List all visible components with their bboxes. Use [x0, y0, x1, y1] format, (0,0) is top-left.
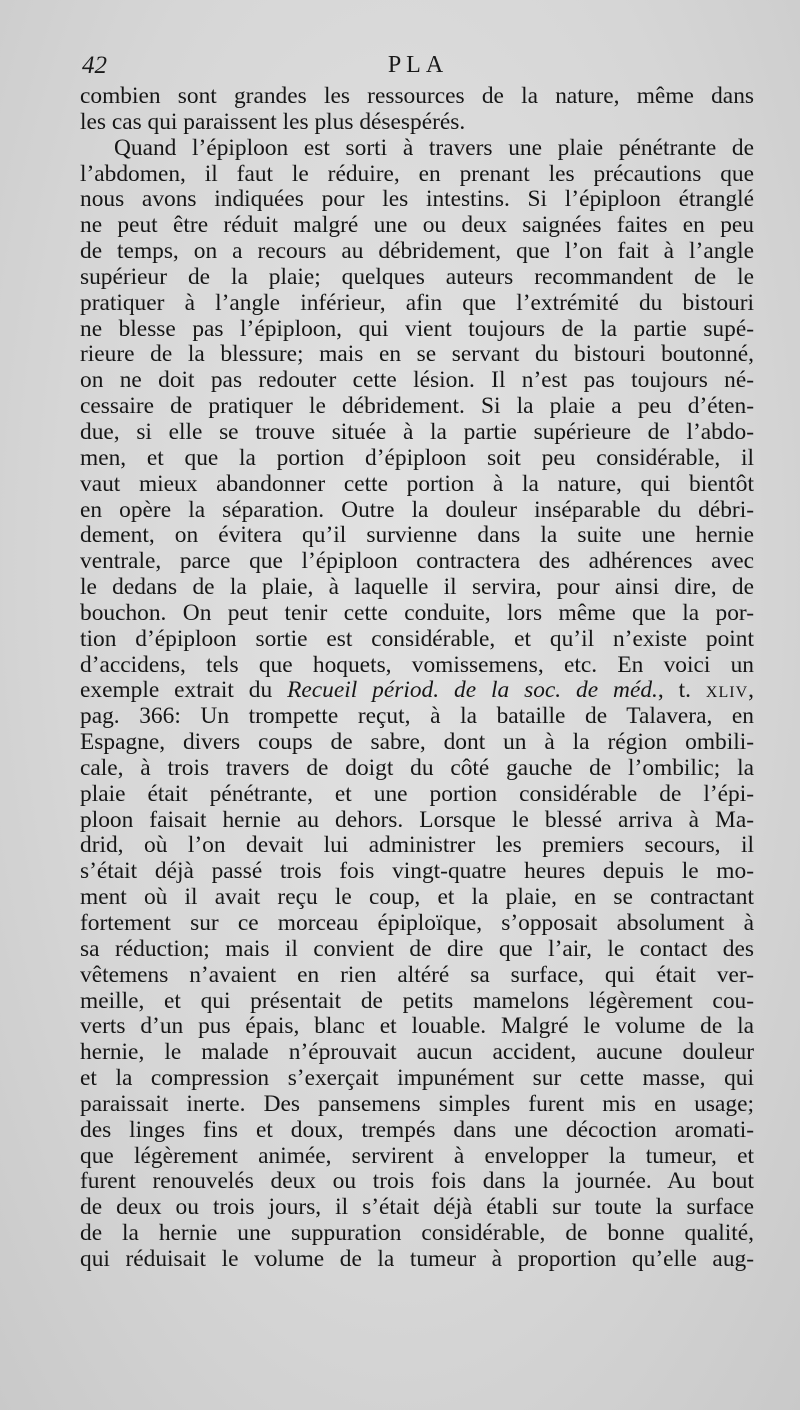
text-line: hernie, le malade n’éprouvait aucun accident, aucune douleur	[80, 1040, 754, 1066]
running-head: PLA	[387, 52, 449, 78]
citation-text: ,	[748, 678, 754, 704]
text-line: on ne doit pas redouter cette lésion. Il n’est pas toujours né-	[80, 368, 754, 394]
text-line: meille, et qui présentait de petits mamelons légèrement cou-	[80, 988, 754, 1014]
text-line: tion d’épiploon sortie est considérable, et qu’il n’existe point	[80, 626, 754, 652]
text-line: d’accidens, tels que hoquets, vomissemens, etc. En voici un	[80, 652, 754, 678]
text-line: drid, où l’on devait lui administrer les premiers secours, il	[80, 833, 754, 859]
text-line: due, si elle se trouve située à la partie supérieure de l’abdo-	[80, 419, 754, 445]
text-line: cessaire de pratiquer le débridement. Si la plaie a peu d’éten-	[80, 394, 754, 420]
text-line: ventrale, parce que l’épiploon contractera des adhérences avec	[80, 549, 754, 575]
page-header	[82, 52, 754, 82]
text-line: le dedans de la plaie, à laquelle il servira, pour ainsi dire, de	[80, 575, 754, 601]
text-line: de deux ou trois jours, il s’était déjà établi sur toute la surface	[80, 1195, 754, 1221]
text-line: paraissait inerte. Des pansemens simples furent mis en usage;	[80, 1091, 754, 1117]
citation-text: exemple extrait du	[80, 678, 288, 704]
text-line: ne peut être réduit malgré une ou deux saignées faites en peu	[80, 213, 754, 239]
page-number: 42	[82, 52, 107, 79]
text-line: vaut mieux abandonner cette portion à la nature, qui bientôt	[80, 471, 754, 497]
text-line: l’abdomen, il faut le réduire, en prenant les précautions que	[80, 161, 754, 187]
text-line: les cas qui paraissent les plus désespérés.	[80, 109, 466, 135]
text-line: supérieur de la plaie; quelques auteurs recommandent de le	[80, 264, 754, 290]
citation-title: Recueil périod. de la soc. de méd.	[287, 678, 658, 704]
body-text	[80, 84, 754, 1273]
text-line: Espagne, divers coups de sabre, dont un à la région ombili-	[80, 730, 754, 756]
text-line: pratiquer à l’angle inférieur, afin que l’extrémité du bistouri	[80, 290, 754, 316]
text-line: de la hernie une suppuration considérable, de bonne qualité,	[80, 1221, 754, 1247]
text-line: combien sont grandes les ressources de la nature, même dans	[80, 84, 754, 109]
text-line: bouchon. On peut tenir cette conduite, lors même que la por-	[80, 600, 754, 626]
citation-volume: xliv	[705, 678, 749, 704]
text-line: ment où il avait reçu le coup, et la plaie, en se contractant	[80, 885, 754, 911]
text-line: ploon faisait hernie au dehors. Lorsque le blessé arriva à Ma-	[80, 807, 754, 833]
text-line: rieure de la blessure; mais en se servant du bistouri boutonné,	[80, 342, 754, 368]
text-line: s’était déjà passé trois fois vingt-quatre heures depuis le mo-	[80, 859, 754, 885]
text-line: des linges fins et doux, trempés dans une décoction aromati-	[80, 1117, 754, 1143]
text-line: men, et que la portion d’épiploon soit peu considérable, il	[80, 445, 754, 471]
text-line: ne blesse pas l’épiploon, qui vient toujours de la partie supé-	[80, 316, 754, 342]
text-line: fortement sur ce morceau épiploïque, s’opposait absolument à	[80, 911, 754, 936]
text-line: en opère la séparation. Outre la douleur inséparable du débri-	[80, 497, 754, 523]
text-line: cale, à trois travers de doigt du côté gauche de l’ombilic; la	[80, 755, 754, 781]
text-line	[80, 678, 754, 704]
text-line: dement, on évitera qu’il survienne dans la suite une hernie	[80, 523, 754, 549]
text-line: de temps, on a recours au débridement, que l’on fait à l’angle	[80, 239, 754, 265]
text-line: verts d’un pus épais, blanc et louable. Malgré le volume de la	[80, 1014, 754, 1040]
citation-text: , t.	[657, 678, 706, 704]
text-line: pag. 366: Un trompette reçut, à la bataille de Talavera, en	[80, 704, 754, 730]
text-line: nous avons indiquées pour les intestins. Si l’épiploon étranglé	[80, 187, 754, 213]
text-line: furent renouvelés deux ou trois fois dans la journée. Au bout	[80, 1169, 754, 1195]
text-line: sa réduction; mais il convient de dire que l’air, le contact des	[80, 936, 754, 962]
text-line: Quand l’épiploon est sorti à travers une plaie pénétrante de	[114, 135, 754, 161]
text-line: que légèrement animée, servirent à envelopper la tumeur, et	[80, 1143, 754, 1169]
text-line: plaie était pénétrante, et une portion considérable de l’épi-	[80, 781, 754, 807]
text-line: et la compression s’exerçait impunément sur cette masse, qui	[80, 1066, 754, 1092]
text-line: vêtemens n’avaient en rien altéré sa surface, qui était ver-	[80, 962, 754, 988]
text-line: qui réduisait le volume de la tumeur à proportion qu’elle aug-	[80, 1246, 754, 1272]
